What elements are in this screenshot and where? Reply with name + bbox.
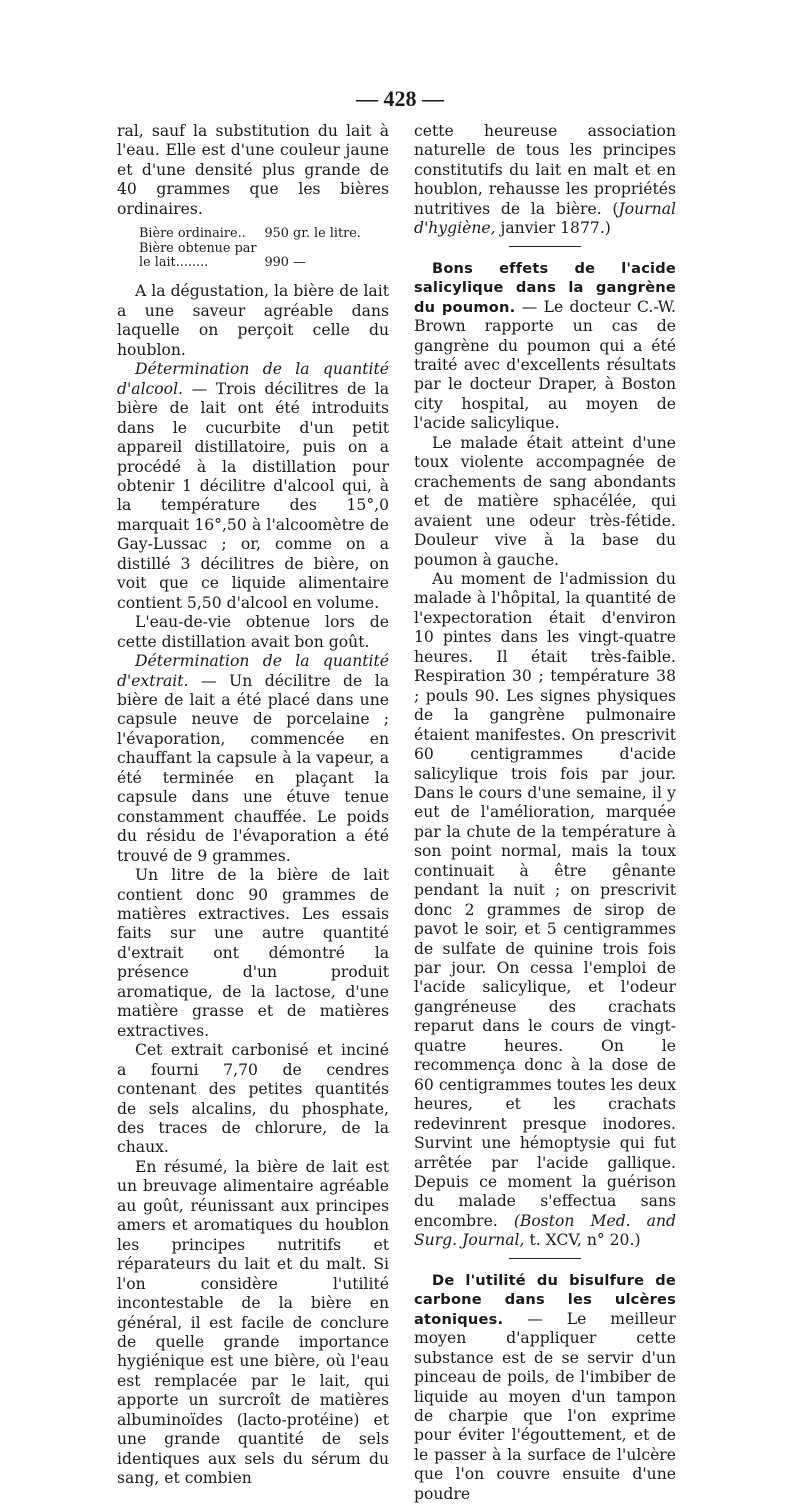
table-cell: Bière ordinaire..	[139, 226, 246, 242]
table-row	[139, 227, 369, 241]
paragraph	[117, 360, 389, 613]
divider	[509, 246, 581, 247]
divider	[509, 1258, 581, 1259]
page-number: — 428 —	[356, 86, 444, 111]
paragraph: Le malade était atteint d'une toux violente accompagnée de crachements de sang abondants et de matière sphacélée, qui avaient une odeur très-fétide. Douleur vive à la base du poumon à gauche.	[414, 433, 676, 569]
paragraph-text: Au moment de l'admission du malade à l'hôpital, la quantité de l'expectoration était d'environ 10 pintes dans les vingt-quatre heures. Il était très-faible. Respiration 30 ; température 38 ; pouls 90. Les signes physiques de la gangrène pulmonaire étaient manifestes. On prescrivit 60 centigrammes d'acide salicylique trois fois par jour. Dans le cours d'une semaine, il y eut de l'amélioration, marquée par la chute de la température à son point normal, mais la toux continuait à être gênante pendant la nuit ; on prescrivit donc 2 grammes de sirop de pavot le soir, et 5 centigrammes de sulfate de quinine trois fois par jour. On cessa l'emploi de l'acide salicylique, et l'odeur gangréneuse des crachats reparut dans le cours de vingt-quatre heures. On le recommença donc à la dose de 60 centigrammes toutes les deux heures, et les crachats redevinrent presque inodores. Survint une hémoptysie qui fut arrêtée par l'acide gallique. Depuis ce moment la guérison du malade s'effectua sans encombre.	[414, 569, 676, 1230]
table-cell: 990 —	[264, 255, 306, 271]
section-title: Détermination de la quantité d'extrait.	[117, 652, 389, 690]
paragraph-text: — Le meilleur moyen d'appliquer cette substance est de se servir d'un pinceau de poils, de l'imbiber de liquide au moyen d'un tampon de charpie que l'on exprime pour éviter l'égouttement, et de le passer à la surface de l'ulcère que l'on couvre ensuite d'une poudre	[414, 1309, 676, 1503]
paragraph: ral, sauf la substitution du lait à l'eau. Elle est d'une couleur jaune et d'une densité plus grande de 40 grammes que les bières ordinaires.	[117, 122, 389, 218]
citation: Journal d'hygiène,	[414, 199, 676, 238]
paragraph: L'eau-de-vie obtenue lors de cette distillation avait bon goût.	[117, 613, 389, 651]
paragraph	[117, 652, 389, 866]
paragraph-text: — Trois décilitres de la bière de lait ont été introduits dans le cucurbite d'un petit appareil distillatoire, puis on a procédé à la distillation pour obtenir 1 décilitre d'alcool qui, à la température des 15°,0 marquait 16°,50 à l'alcoomètre de Gay-Lussac ; or, comme on a distillé 3 décilitres de bière, on voit que ce liquide alimentaire contient 5,50 d'alcool en volume.	[117, 379, 389, 612]
article-heading: Bons effets de l'acide salicylique dans la gangrène du poumon.	[414, 259, 676, 316]
article	[414, 259, 676, 434]
table-cell: Bière obtenue par	[139, 240, 257, 256]
paragraph-text: — Un décilitre de la bière de lait a été placé dans une capsule neuve de porcelaine ; l'évaporation, commencée en chauffant la capsule à la vapeur, a été terminée en plaçant la capsule dans une étuve tenue constamment chauffée. Le poids du résidu de l'évaporation a été trouvé de 9 grammes.	[117, 671, 389, 865]
paragraph: En résumé, la bière de lait est un breuvage alimentaire agréable au goût, réunissant aux principes amers et aromatiques du houblon les principes nutritifs et réparateurs du lait et du malt. Si l'on considère l'utilité incontestable de la bière en général, il est facile de conclure de quelle grande importance hygiénique est une bière, où l'eau est remplacée par le lait, qui apporte un surcroît de matières albuminoïdes (lacto-protéine) et une grande quantité de sels identiques aux sels du sérum du sang, et combien	[117, 1157, 389, 1488]
article-heading: De l'utilité du bisulfure de carbone dans les ulcères atoniques.	[414, 1271, 676, 1328]
citation: (Boston Med. and Surg. Journal,	[414, 1211, 676, 1250]
right-column	[414, 122, 676, 1504]
paragraph	[414, 122, 676, 239]
paragraph: Un litre de la bière de lait contient donc 90 grammes de matières extractives. Les essais faits sur une autre quantité d'extrait ont démontré la présence d'un produit aromatique, de la lactose, d'une matière grasse et de matières extractives.	[117, 866, 389, 1040]
left-column	[117, 122, 389, 1489]
table-cell: le lait........	[139, 255, 209, 271]
paragraph-text: — Le docteur C.-W. Brown rapporte un cas de gangrène du poumon qui a été traité avec d'excellents résultats par le docteur Draper, à Boston city hospital, au moyen de l'acide salicylique.	[414, 297, 676, 433]
article	[414, 1271, 676, 1504]
table-row	[139, 256, 369, 270]
paragraph	[414, 570, 676, 1251]
paragraph-text: cette heureuse association naturelle de tous les principes constitutifs du lait en malt et en houblon, rehausse les propriétés nutritives de la bière. (	[414, 122, 676, 218]
section-title: Détermination de la quantité d'alcool.	[117, 360, 389, 398]
paragraph: A la dégustation, la bière de lait a une saveur agréable dans laquelle on perçoit celle du houblon.	[117, 282, 389, 359]
paragraph-text: janvier 1877.)	[495, 219, 611, 238]
paragraph: Cet extrait carbonisé et inciné a fourni 7,70 de cendres contenant des petites quantités de sels alcalins, du phosphate, des traces de chlorure, de la chaux.	[117, 1041, 389, 1157]
paragraph-text: t. XCV, n° 20.)	[524, 1231, 641, 1250]
density-table	[139, 227, 369, 270]
table-row	[139, 242, 369, 256]
table-cell: 950 gr. le litre.	[264, 226, 361, 242]
